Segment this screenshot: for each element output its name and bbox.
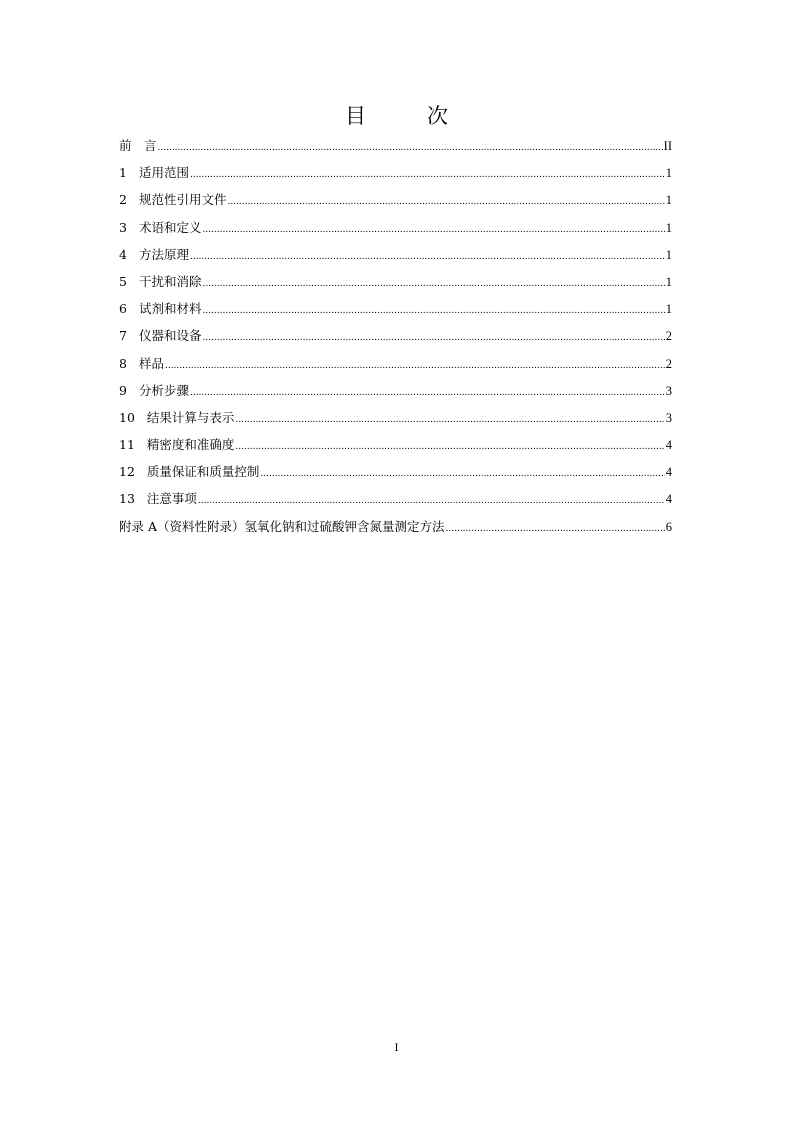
toc-entry-page: 1: [665, 166, 672, 181]
toc-dot-leader: [198, 491, 665, 511]
toc-entry-text: 干扰和消除: [138, 273, 202, 289]
toc-entry-number: 9: [119, 382, 127, 398]
toc-dot-leader: [158, 138, 663, 158]
toc-dot-leader: [235, 410, 664, 430]
toc-entry-1[interactable]: [119, 163, 672, 190]
table-of-contents: [119, 136, 672, 544]
toc-entry-text: 附录 A（资料性附录）氢氧化钠和过硫酸钾含氮量测定方法: [119, 518, 445, 534]
toc-entry-number: 5: [119, 273, 127, 289]
toc-entry-text: 精密度和准确度: [146, 437, 235, 453]
toc-dot-leader: [235, 437, 664, 457]
toc-dot-leader: [190, 165, 665, 185]
toc-dot-leader: [165, 356, 665, 376]
toc-entry-page: 3: [665, 383, 672, 398]
toc-entry-3[interactable]: [119, 218, 672, 245]
toc-entry-text: 结果计算与表示: [146, 409, 235, 425]
toc-entry-13[interactable]: [119, 489, 672, 516]
page-title: 目 次: [345, 104, 468, 128]
toc-entry-preface[interactable]: [119, 136, 672, 163]
toc-entry-number: 3: [119, 219, 127, 235]
toc-entry-page: 4: [665, 438, 672, 453]
toc-entry-text: 试剂和材料: [138, 301, 202, 317]
toc-dot-leader: [190, 247, 665, 267]
toc-entry-text: 前 言: [119, 138, 157, 153]
toc-entry-page: II: [663, 139, 672, 153]
toc-entry-page: 1: [665, 193, 672, 208]
toc-dot-leader: [202, 220, 664, 240]
toc-entry-number: 13: [119, 491, 135, 507]
toc-entry-number: 8: [119, 355, 127, 371]
toc-entry-number: 2: [119, 192, 127, 208]
toc-dot-leader: [260, 464, 664, 484]
toc-entry-number: 4: [119, 246, 127, 262]
toc-dot-leader: [202, 328, 664, 348]
toc-entry-8[interactable]: [119, 354, 672, 381]
toc-dot-leader: [190, 383, 665, 403]
toc-entry-page: 3: [665, 410, 672, 425]
toc-dot-leader: [227, 192, 664, 212]
toc-entry-text: 方法原理: [138, 246, 189, 262]
toc-entry-10[interactable]: [119, 408, 672, 435]
toc-entry-7[interactable]: [119, 326, 672, 353]
toc-entry-page: 2: [665, 329, 672, 344]
toc-entry-5[interactable]: [119, 272, 672, 299]
toc-entry-page: 4: [665, 465, 672, 480]
toc-entry-text: 样品: [138, 355, 164, 371]
toc-entry-11[interactable]: [119, 435, 672, 462]
toc-entry-number: 12: [119, 464, 135, 480]
page-number: I: [394, 1040, 399, 1054]
toc-entry-page: 1: [665, 220, 672, 235]
toc-entry-text: 质量保证和质量控制: [146, 464, 260, 480]
toc-entry-text: 规范性引用文件: [138, 192, 227, 208]
toc-entry-6[interactable]: [119, 299, 672, 326]
toc-entry-page: 2: [665, 356, 672, 371]
toc-entry-text: 分析步骤: [138, 382, 189, 398]
toc-entry-number: 7: [119, 328, 127, 344]
toc-entry-text: 术语和定义: [138, 219, 202, 235]
toc-dot-leader: [446, 519, 665, 539]
toc-entry-9[interactable]: [119, 381, 672, 408]
toc-entry-page: 1: [665, 302, 672, 317]
toc-dot-leader: [202, 301, 664, 321]
toc-entry-number: 6: [119, 301, 127, 317]
toc-entry-number: 11: [119, 437, 135, 453]
toc-entry-page: 1: [665, 274, 672, 289]
toc-entry-12[interactable]: [119, 462, 672, 489]
toc-entry-page: 6: [665, 519, 672, 534]
toc-entry-page: 1: [665, 247, 672, 262]
toc-entry-text: 仪器和设备: [138, 328, 202, 344]
toc-entry-text: 注意事项: [146, 491, 197, 507]
toc-entry-number: 10: [119, 409, 135, 425]
toc-entry-2[interactable]: [119, 190, 672, 217]
toc-entry-text: 适用范围: [138, 165, 189, 181]
toc-entry-4[interactable]: [119, 245, 672, 272]
toc-entry-appendix-a[interactable]: [119, 517, 672, 544]
toc-entry-number: 1: [119, 165, 127, 181]
toc-dot-leader: [202, 274, 664, 294]
toc-entry-page: 4: [665, 492, 672, 507]
